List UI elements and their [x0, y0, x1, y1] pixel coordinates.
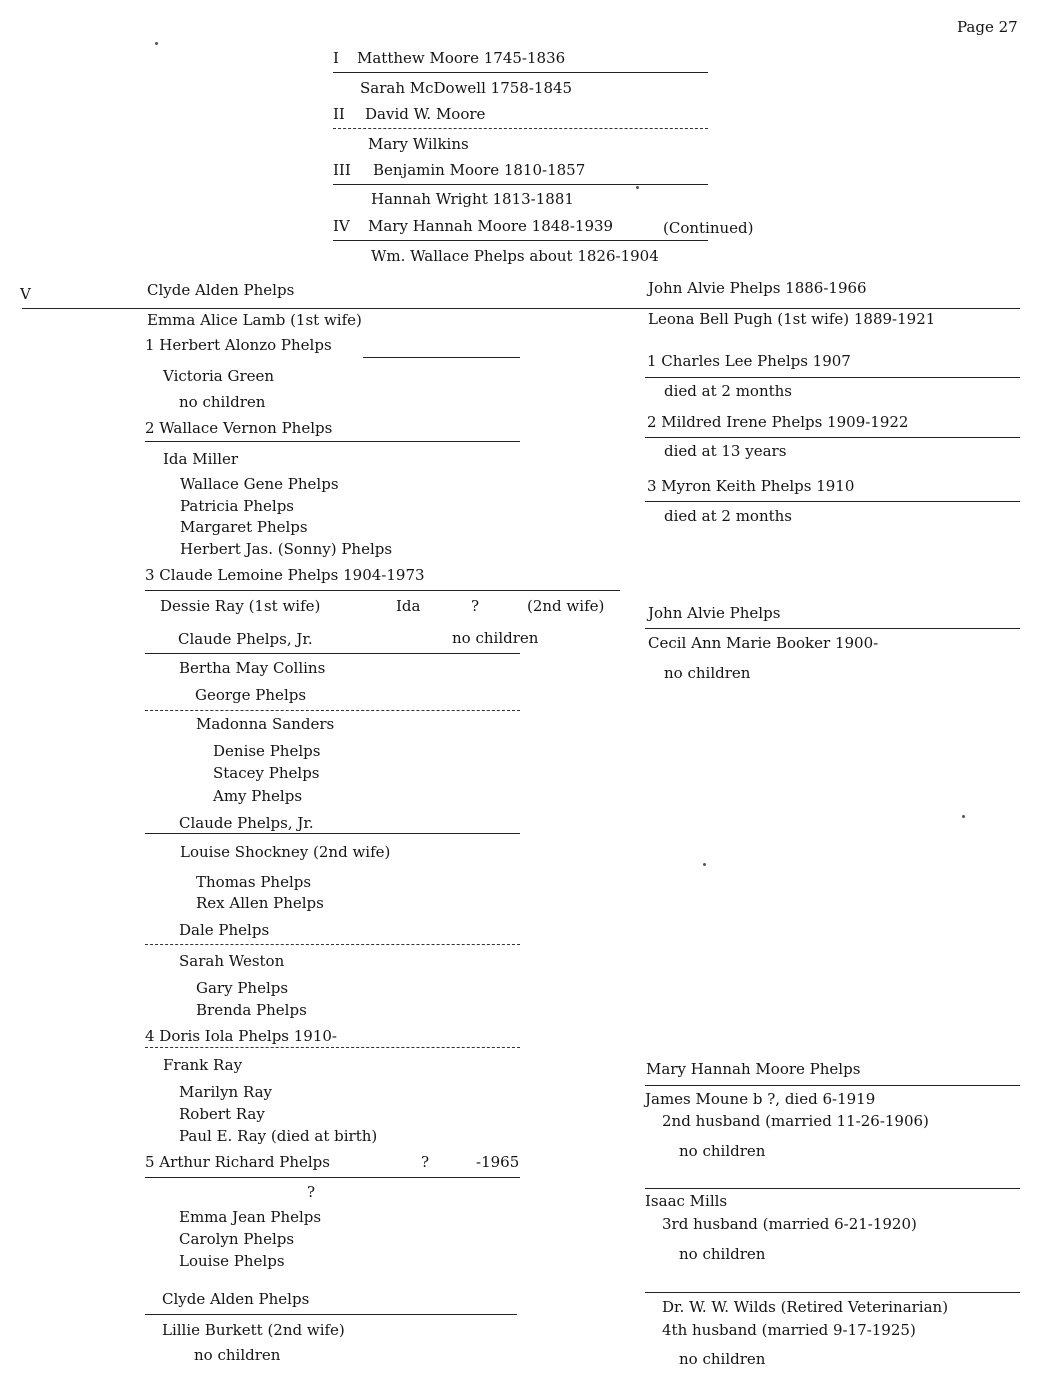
spouse-name: Lillie Burkett (2nd wife): [162, 1321, 345, 1339]
spouse-name: Emma Alice Lamb (1st wife): [147, 311, 362, 329]
divider: [333, 72, 708, 73]
continued-note: (Continued): [663, 219, 754, 237]
husband-detail: 3rd husband (married 6-21-1920): [662, 1215, 917, 1233]
ancestor-spouse: Wm. Wallace Phelps about 1826-1904: [371, 247, 659, 265]
child-entry: 3 Myron Keith Phelps 1910: [647, 477, 855, 495]
unknown-mark: ?: [421, 1153, 430, 1171]
great-great-grandchild: Stacey Phelps: [213, 764, 320, 782]
divider: [145, 944, 520, 945]
grandchild: Marilyn Ray: [179, 1083, 273, 1101]
divider: [645, 1188, 1020, 1189]
note: died at 13 years: [664, 442, 787, 460]
generation-divider: [22, 308, 1020, 309]
divider: [145, 1177, 520, 1178]
spouse-name: Cecil Ann Marie Booker 1900-: [648, 634, 879, 652]
child-entry: 2 Mildred Irene Phelps 1909-1922: [647, 413, 909, 431]
divider: [145, 710, 520, 711]
child-entry: 2 Wallace Vernon Phelps: [145, 419, 333, 437]
child-entry: 4 Doris Iola Phelps 1910-: [145, 1027, 338, 1045]
note: no children: [179, 393, 266, 411]
great-grandchild: Rex Allen Phelps: [196, 894, 324, 912]
ancestor-name: David W. Moore: [365, 105, 486, 123]
spouse-name: Madonna Sanders: [196, 715, 335, 733]
grandchild: Dale Phelps: [179, 921, 270, 939]
ancestor-spouse: Mary Wilkins: [368, 135, 469, 153]
ancestor-spouse: Sarah McDowell 1758-1845: [360, 79, 573, 97]
spouse-name: Bertha May Collins: [179, 659, 326, 677]
note: no children: [679, 1142, 766, 1160]
spouse-label: (2nd wife): [527, 597, 605, 615]
husband-detail: 4th husband (married 9-17-1925): [662, 1321, 916, 1339]
person-name: John Alvie Phelps 1886-1966: [648, 279, 867, 297]
gen-numeral: I: [333, 49, 339, 67]
divider: [333, 128, 708, 129]
grandchild: Herbert Jas. (Sonny) Phelps: [180, 540, 393, 558]
divider: [145, 1047, 520, 1048]
note: died at 2 months: [664, 507, 792, 525]
grandchild: Paul E. Ray (died at birth): [179, 1127, 378, 1145]
spouse-name: Leona Bell Pugh (1st wife) 1889-1921: [648, 310, 936, 328]
spouse-name: Ida Miller: [163, 450, 239, 468]
great-grandchild: Brenda Phelps: [196, 1001, 307, 1019]
scan-speck: [155, 42, 158, 45]
husband-name: James Moune b ?, died 6-1919: [645, 1090, 876, 1108]
scan-speck: [636, 186, 639, 189]
spouse-name: Victoria Green: [163, 367, 275, 385]
divider: [645, 501, 1020, 502]
spouse-name: Louise Shockney (2nd wife): [180, 843, 391, 861]
grandchild: Margaret Phelps: [180, 518, 308, 536]
spouse-name: Frank Ray: [163, 1056, 243, 1074]
person-name: Clyde Alden Phelps: [162, 1290, 310, 1308]
grandchild: Patricia Phelps: [180, 497, 294, 515]
grandchild: Emma Jean Phelps: [179, 1208, 322, 1226]
grandchild: Louise Phelps: [179, 1252, 285, 1270]
divider: [145, 653, 520, 654]
divider: [333, 240, 708, 241]
divider: [333, 184, 708, 185]
unknown-spouse: ?: [307, 1183, 316, 1201]
husband-detail: 2nd husband (married 11-26-1906): [662, 1112, 929, 1130]
grandchild: Wallace Gene Phelps: [180, 475, 339, 493]
grandchild: Carolyn Phelps: [179, 1230, 295, 1248]
divider: [145, 833, 520, 834]
grandchild: Claude Phelps, Jr.: [179, 814, 314, 832]
divider: [645, 1085, 1020, 1086]
note: no children: [679, 1350, 766, 1368]
spouse-name: Dessie Ray (1st wife): [160, 597, 321, 615]
death-year: -1965: [476, 1153, 520, 1171]
divider: [145, 590, 620, 591]
gen-numeral: IV: [333, 217, 350, 235]
person-name: Clyde Alden Phelps: [147, 281, 295, 299]
gen-numeral: II: [333, 105, 345, 123]
great-grandchild: Gary Phelps: [196, 979, 289, 997]
divider: [145, 1314, 517, 1315]
spouse-name: Sarah Weston: [179, 952, 285, 970]
child-entry: 1 Herbert Alonzo Phelps: [145, 336, 332, 354]
husband-name: Dr. W. W. Wilds (Retired Veterinarian): [662, 1298, 949, 1316]
grandchild: Claude Phelps, Jr.: [178, 630, 313, 648]
grandchild: Robert Ray: [179, 1105, 265, 1123]
note: no children: [679, 1245, 766, 1263]
person-name: Mary Hannah Moore Phelps: [646, 1060, 861, 1078]
divider: [645, 377, 1020, 378]
ancestor-name: Mary Hannah Moore 1848-1939: [368, 217, 614, 235]
great-great-grandchild: Denise Phelps: [213, 742, 321, 760]
scan-speck: [962, 815, 965, 818]
person-name: John Alvie Phelps: [648, 604, 781, 622]
great-great-grandchild: Amy Phelps: [213, 787, 303, 805]
great-grandchild: George Phelps: [195, 686, 307, 704]
note: no children: [664, 664, 751, 682]
divider: [645, 437, 1020, 438]
note: no children: [452, 629, 539, 647]
note: died at 2 months: [664, 382, 792, 400]
scan-speck: [703, 863, 706, 866]
note: no children: [194, 1346, 281, 1364]
ancestor-spouse: Hannah Wright 1813-1881: [371, 190, 574, 208]
child-entry: 1 Charles Lee Phelps 1907: [647, 352, 851, 370]
unknown-mark: ?: [471, 597, 480, 615]
ancestor-name: Matthew Moore 1745-1836: [357, 49, 566, 67]
gen-numeral: III: [333, 161, 351, 179]
child-entry: 5 Arthur Richard Phelps: [145, 1153, 330, 1171]
divider: [363, 357, 520, 358]
divider: [645, 628, 1020, 629]
divider: [145, 441, 520, 442]
ancestor-name: Benjamin Moore 1810-1857: [373, 161, 586, 179]
husband-name: Isaac Mills: [645, 1192, 728, 1210]
divider: [645, 1292, 1020, 1293]
great-grandchild: Thomas Phelps: [196, 873, 312, 891]
gen-numeral: V: [20, 285, 31, 303]
child-entry: 3 Claude Lemoine Phelps 1904-1973: [145, 566, 425, 584]
spouse-name: Ida: [396, 597, 421, 615]
page-number: Page 27: [957, 18, 1018, 36]
